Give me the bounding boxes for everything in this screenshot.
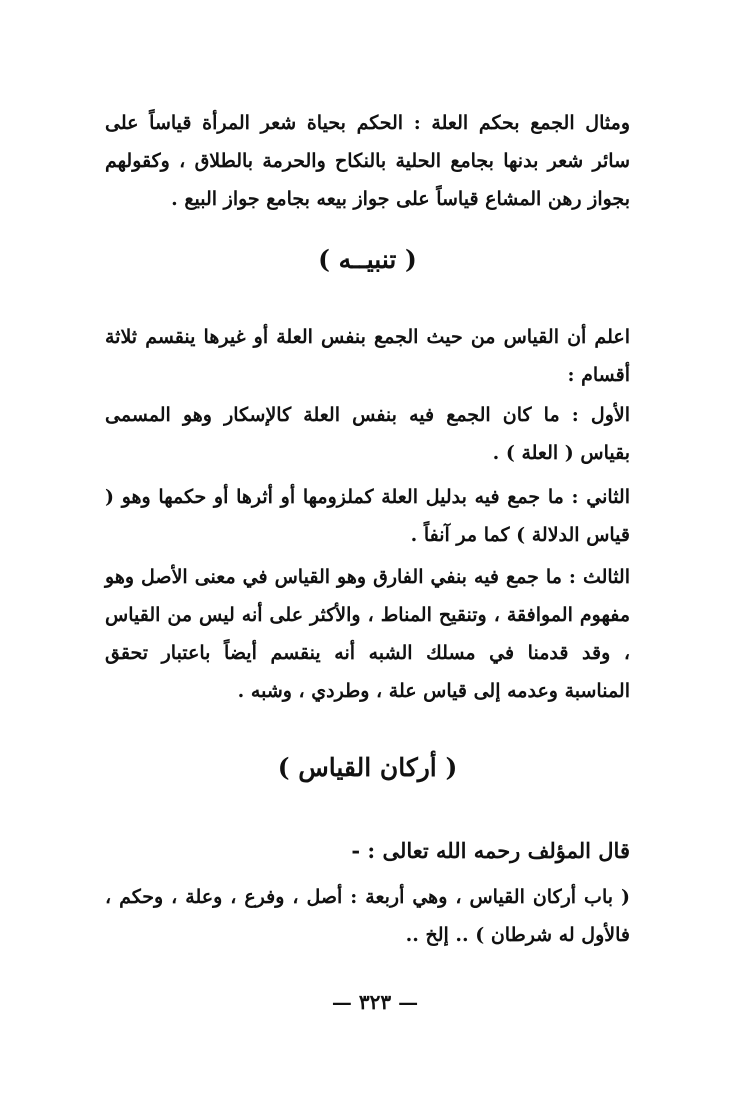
paragraph-analogy-division: اعلم أن القياس من حيث الجمع بنفس العلة أو غيرها ينقسم ثلاثة أقسام : [105, 326, 630, 386]
heading-note: ( تنبيــه ) [318, 245, 417, 274]
author-said-line: قال المؤلف رحمه الله تعالى : - [351, 838, 630, 863]
paragraph-quote-pillars: ( باب أركان القياس ، وهي أربعة : أصل ، وفرع ، وعلة ، وحكم ، فالأول له شرطان ) .. إلخ .. [105, 886, 630, 946]
paragraph-second-type: الثاني : ما جمع فيه بدليل العلة كملزومها أو أثرها أو حكمها وهو ( قياس الدلالة ) كما مر آنفاً . [105, 486, 630, 546]
paragraph-third-type: الثالث : ما جمع فيه بنفي الفارق وهو القياس في معنى الأصل وهو مفهوم الموافقة ، وتنقيح المناط ، والأكثر على أنه ليس من القياس ، وقد قدمنا في مسلك الشبه أنه ينقسم أيضاً باعتبار تحقق المناسبة وعدمه إلى قياس علة ، وطردي ، وشبه . [105, 566, 630, 702]
page-number: — ٣٢٣ — [331, 990, 419, 1014]
heading-pillars-of-analogy: ( أركان القياس ) [277, 753, 458, 782]
paragraph-first-type: الأول : ما كان الجمع فيه بنفس العلة كالإسكار وهو المسمى بقياس ( العلة ) . [105, 404, 630, 464]
paragraph-analogy-example: ومثال الجمع بحكم العلة : الحكم بحياة شعر المرأة قياساً على سائر شعر بدنها بجامع الحلية بالنكاح والحرمة بالطلاق ، وكقولهم بجواز رهن المشاع قياساً على جواز بيعه بجامع جواز البيع . [105, 112, 630, 210]
